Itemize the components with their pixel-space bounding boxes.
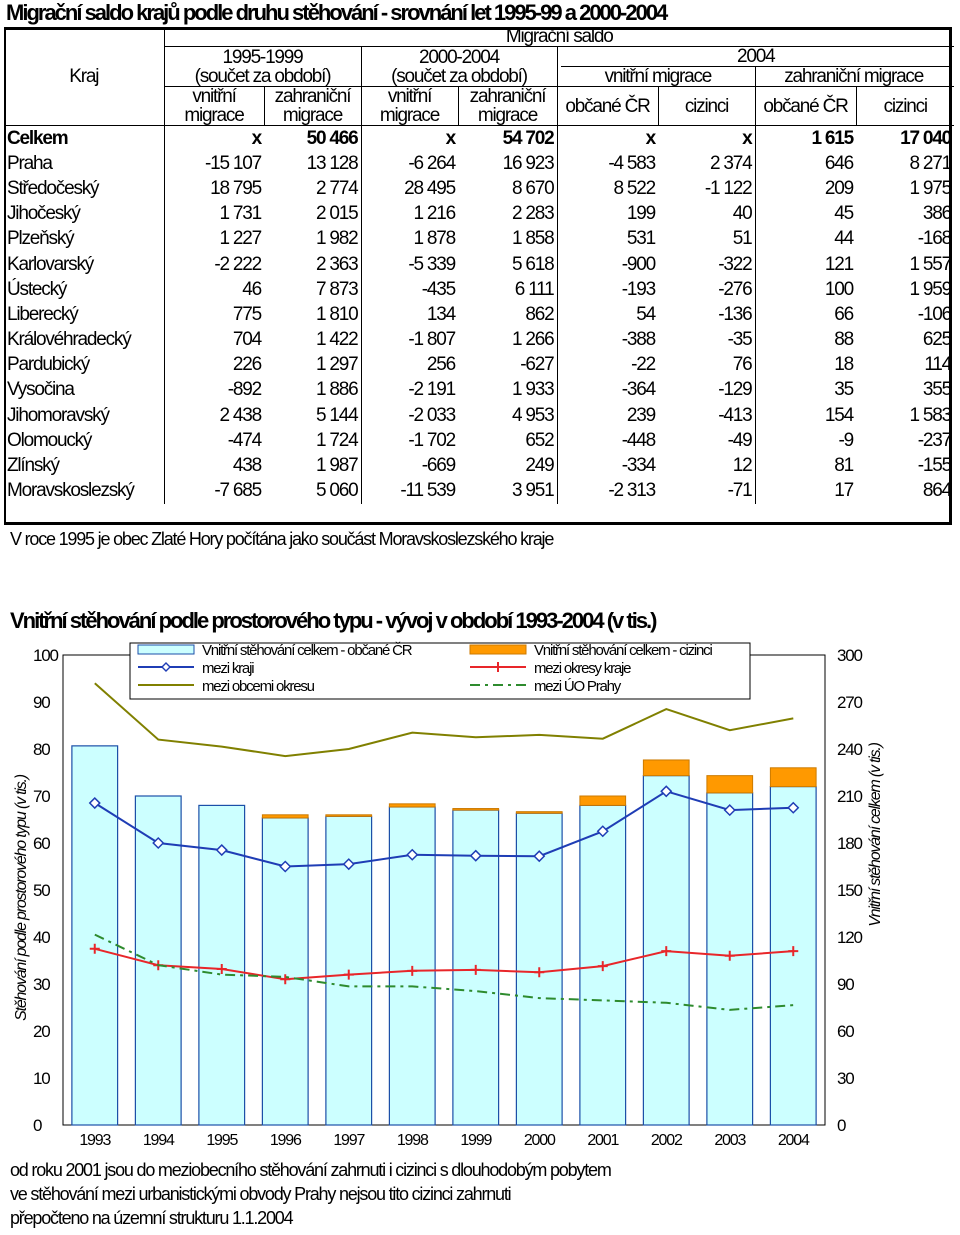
row-value: 1 982 bbox=[264, 227, 361, 252]
row-value: -364 bbox=[621, 379, 655, 401]
row-value: x bbox=[251, 127, 261, 149]
row-value: -237 bbox=[917, 429, 952, 451]
y2-tick-label: 150 bbox=[837, 881, 862, 900]
row-value: 1 266 bbox=[458, 328, 557, 353]
row-value: 5 060 bbox=[264, 479, 361, 504]
row-value: -2 191 bbox=[408, 379, 455, 401]
row-value: 775 bbox=[232, 303, 261, 325]
bar-foreigners bbox=[707, 776, 753, 793]
row-value: 1 583 bbox=[909, 404, 952, 426]
y-tick-label: 40 bbox=[33, 928, 50, 947]
y-tick-label: 90 bbox=[33, 693, 50, 712]
row-value: 134 bbox=[426, 303, 455, 325]
row-value: 625 bbox=[922, 329, 952, 351]
header-ciz-2: cizinci bbox=[856, 87, 954, 126]
row-value: 199 bbox=[626, 203, 655, 225]
row-value: x bbox=[658, 126, 755, 152]
header-migration-saldo: Migrační saldo bbox=[164, 27, 954, 47]
bar-foreigners bbox=[262, 815, 308, 818]
bar-foreigners bbox=[580, 796, 626, 805]
legend-label: mezi obcemi okresu bbox=[202, 678, 314, 695]
row-value: 121 bbox=[824, 253, 853, 275]
bar-foreigners bbox=[326, 815, 372, 817]
y-tick-label: 60 bbox=[33, 834, 50, 853]
row-value: 54 702 bbox=[458, 126, 557, 152]
header-year-2004: 2004 vnitřní migrace zahraniční migrace bbox=[557, 47, 954, 87]
bar-foreigners bbox=[516, 812, 562, 814]
legend-label: mezi kraji bbox=[202, 660, 254, 677]
row-label: Olomoucký bbox=[4, 428, 164, 453]
row-label: Plzeňský bbox=[4, 227, 164, 252]
migration-table bbox=[4, 27, 954, 504]
row-value: 1 858 bbox=[458, 227, 557, 252]
row-label: Celkem bbox=[4, 126, 164, 152]
legend-label: mezi ÚO Prahy bbox=[534, 678, 621, 695]
row-value: 17 bbox=[834, 480, 853, 502]
row-value: -6 264 bbox=[408, 152, 455, 174]
x-tick-label: 2002 bbox=[650, 1132, 682, 1149]
row-value: -2 222 bbox=[214, 253, 261, 275]
y2-tick-label: 60 bbox=[837, 1022, 854, 1041]
header-2004-internal: vnitřní migrace bbox=[561, 67, 757, 86]
row-value: -71 bbox=[658, 479, 755, 504]
row-value: -322 bbox=[658, 252, 755, 277]
y-tick-label: 100 bbox=[33, 646, 58, 665]
row-label: Jihočeský bbox=[4, 202, 164, 227]
y2-tick-label: 0 bbox=[837, 1116, 846, 1135]
row-label: Královéhradecký bbox=[4, 328, 164, 353]
table-row bbox=[4, 428, 954, 453]
row-value: 2 774 bbox=[264, 176, 361, 201]
row-value: 12 bbox=[658, 453, 755, 478]
row-value: -448 bbox=[621, 429, 655, 451]
row-value: -49 bbox=[658, 428, 755, 453]
y-tick-label: 70 bbox=[33, 787, 50, 806]
row-value: -334 bbox=[621, 455, 655, 477]
x-tick-label: 1999 bbox=[460, 1132, 492, 1149]
table-row-total bbox=[4, 126, 954, 152]
row-value: 5 144 bbox=[264, 403, 361, 428]
row-value: 1 959 bbox=[909, 278, 952, 300]
row-value: 66 bbox=[834, 303, 853, 325]
table-row bbox=[4, 252, 954, 277]
row-value: 1 810 bbox=[264, 302, 361, 327]
row-value: -413 bbox=[658, 403, 755, 428]
footnote-1: od roku 2001 jsou do meziobecního stěhování zahrnuti i cizinci s dlouhodobým pobytem bbox=[10, 1160, 611, 1180]
legend-label: Vnitřní stěhování celkem - občané ČR bbox=[202, 642, 412, 659]
row-value: -11 539 bbox=[400, 480, 455, 502]
row-label: Jihomoravský bbox=[4, 403, 164, 428]
row-value: -2 033 bbox=[408, 404, 455, 426]
chart-title: Vnitřní stěhování podle prostorového typu - vývoj v období 1993-2004 (v tis.) bbox=[10, 608, 656, 633]
row-value: -276 bbox=[658, 277, 755, 302]
header-2004-foreign: zahraniční migrace bbox=[784, 66, 924, 87]
row-value: 1 987 bbox=[264, 453, 361, 478]
row-value: 3 951 bbox=[458, 479, 557, 504]
row-value: -106 bbox=[917, 303, 952, 325]
row-value: 1 216 bbox=[413, 203, 455, 225]
y-tick-label: 50 bbox=[33, 881, 50, 900]
row-value: -669 bbox=[421, 455, 455, 477]
y2-tick-label: 90 bbox=[837, 975, 854, 994]
row-label: Středočeský bbox=[4, 176, 164, 201]
row-value: 51 bbox=[658, 227, 755, 252]
x-tick-label: 1994 bbox=[142, 1132, 174, 1149]
row-value: -35 bbox=[658, 328, 755, 353]
header-period-2000-2004: 2000-2004 (součet za období) bbox=[361, 47, 557, 87]
table-row bbox=[4, 176, 954, 201]
row-value: 2 374 bbox=[658, 151, 755, 176]
y-tick-label: 20 bbox=[33, 1022, 50, 1041]
row-value: 7 873 bbox=[264, 277, 361, 302]
row-value: 704 bbox=[232, 329, 261, 351]
bar-foreigners bbox=[770, 768, 816, 787]
row-value: 28 495 bbox=[404, 177, 455, 199]
row-value: 1 724 bbox=[264, 428, 361, 453]
row-value: 17 040 bbox=[900, 127, 952, 149]
row-value: -4 583 bbox=[608, 152, 655, 174]
row-label: Zlínský bbox=[4, 453, 164, 478]
table-row bbox=[4, 302, 954, 327]
row-value: -5 339 bbox=[408, 253, 455, 275]
row-value: 2 283 bbox=[458, 202, 557, 227]
y2-tick-label: 240 bbox=[837, 740, 862, 759]
row-value: -2 313 bbox=[608, 480, 655, 502]
row-value: -193 bbox=[621, 278, 655, 300]
row-value: 8 271 bbox=[909, 152, 952, 174]
header-zm-2: zahraniční migrace bbox=[458, 87, 557, 126]
bar-foreigners bbox=[643, 760, 689, 776]
x-tick-label: 1996 bbox=[269, 1132, 301, 1149]
x-tick-label: 2004 bbox=[777, 1132, 809, 1149]
table-row bbox=[4, 277, 954, 302]
row-value: 209 bbox=[824, 177, 853, 199]
row-value: -136 bbox=[658, 302, 755, 327]
row-value: 1 297 bbox=[264, 353, 361, 378]
row-value: -22 bbox=[631, 354, 655, 376]
header-vm-2: vnitřní migrace bbox=[361, 87, 458, 126]
row-value: 531 bbox=[626, 228, 655, 250]
row-value: -168 bbox=[917, 228, 952, 250]
row-value: 100 bbox=[824, 278, 853, 300]
row-value: 1 422 bbox=[264, 328, 361, 353]
row-value: 46 bbox=[242, 278, 261, 300]
row-value: 16 923 bbox=[458, 151, 557, 176]
row-value: 646 bbox=[824, 152, 853, 174]
row-value: -1 702 bbox=[408, 429, 455, 451]
row-label: Karlovarský bbox=[4, 252, 164, 277]
row-value: 44 bbox=[834, 228, 853, 250]
table-row bbox=[4, 479, 954, 504]
row-value: 2 438 bbox=[219, 404, 261, 426]
row-value: 8 522 bbox=[613, 177, 655, 199]
row-value: 13 128 bbox=[264, 151, 361, 176]
row-value: 249 bbox=[458, 453, 557, 478]
row-value: 1 975 bbox=[909, 177, 952, 199]
header-period-1995-1999: 1995-1999 (součet za období) bbox=[164, 47, 361, 87]
row-label: Vysočina bbox=[4, 378, 164, 403]
y2-tick-label: 180 bbox=[837, 834, 862, 853]
legend-label: Vnitřní stěhování celkem - cizinci bbox=[534, 642, 712, 659]
y2-tick-label: 30 bbox=[837, 1069, 854, 1088]
x-tick-label: 2003 bbox=[714, 1132, 746, 1149]
row-value: 154 bbox=[824, 404, 853, 426]
x-tick-label: 2000 bbox=[523, 1132, 555, 1149]
row-value: -15 107 bbox=[204, 152, 261, 174]
row-value: 4 953 bbox=[458, 403, 557, 428]
header-obc-2: občané ČR bbox=[755, 87, 856, 126]
table-row bbox=[4, 453, 954, 478]
row-value: -1 807 bbox=[408, 329, 455, 351]
row-value: 355 bbox=[922, 379, 952, 401]
row-value: 54 bbox=[636, 303, 655, 325]
y-tick-label: 10 bbox=[33, 1069, 50, 1088]
bar-foreigners bbox=[389, 804, 435, 807]
x-tick-label: 1995 bbox=[206, 1132, 238, 1149]
row-value: 256 bbox=[426, 354, 455, 376]
row-value: 1 933 bbox=[458, 378, 557, 403]
migration-chart bbox=[0, 635, 960, 1160]
row-value: 45 bbox=[834, 203, 853, 225]
row-label: Ústecký bbox=[4, 277, 164, 302]
row-value: 1 886 bbox=[264, 378, 361, 403]
row-value: 76 bbox=[658, 353, 755, 378]
y2-axis-title: Vnitřní stěhování celkem (v tis.) bbox=[867, 743, 884, 927]
row-value: 1 557 bbox=[909, 253, 952, 275]
row-value: 1 615 bbox=[811, 127, 853, 149]
row-value: x bbox=[645, 127, 655, 149]
table-row bbox=[4, 328, 954, 353]
row-value: 5 618 bbox=[458, 252, 557, 277]
x-tick-label: 2001 bbox=[587, 1132, 619, 1149]
table-row bbox=[4, 227, 954, 252]
row-value: -435 bbox=[421, 278, 455, 300]
row-value: 114 bbox=[924, 354, 952, 376]
row-value: 18 bbox=[834, 354, 853, 376]
table-row bbox=[4, 151, 954, 176]
row-value: -388 bbox=[621, 329, 655, 351]
row-value: -900 bbox=[621, 253, 655, 275]
row-value: 88 bbox=[834, 329, 853, 351]
row-value: 1 878 bbox=[413, 228, 455, 250]
y2-tick-label: 300 bbox=[837, 646, 862, 665]
table-row bbox=[4, 403, 954, 428]
row-label: Liberecký bbox=[4, 302, 164, 327]
legend-swatch bbox=[470, 645, 526, 654]
x-tick-label: 1998 bbox=[396, 1132, 428, 1149]
row-value: -892 bbox=[227, 379, 261, 401]
header-vm-1: vnitřní migrace bbox=[164, 87, 264, 126]
row-value: 864 bbox=[922, 480, 952, 502]
row-value: 2 015 bbox=[264, 202, 361, 227]
row-value: -9 bbox=[838, 429, 853, 451]
table-row bbox=[4, 202, 954, 227]
row-value: 1 731 bbox=[219, 203, 261, 225]
footnote-3: přepočteno na územní strukturu 1.1.2004 bbox=[10, 1208, 293, 1228]
row-value: 862 bbox=[458, 302, 557, 327]
header-obc-1: občané ČR bbox=[557, 87, 658, 126]
row-value: 239 bbox=[626, 404, 655, 426]
row-value: -474 bbox=[227, 429, 261, 451]
row-label: Pardubický bbox=[4, 353, 164, 378]
row-value: 386 bbox=[922, 203, 952, 225]
footnote-2: ve stěhování mezi urbanistickými obvody Prahy nejsou tito cizinci zahrnuti bbox=[10, 1184, 511, 1204]
row-label: Praha bbox=[4, 151, 164, 176]
y-tick-label: 30 bbox=[33, 975, 50, 994]
row-value: 652 bbox=[458, 428, 557, 453]
row-value: -1 122 bbox=[658, 176, 755, 201]
row-value: -155 bbox=[917, 455, 952, 477]
x-tick-label: 1997 bbox=[333, 1132, 365, 1149]
y-tick-label: 80 bbox=[33, 740, 50, 759]
header-zm-1: zahraniční migrace bbox=[264, 87, 361, 126]
y2-tick-label: 120 bbox=[837, 928, 862, 947]
row-value: -627 bbox=[458, 353, 557, 378]
bar-foreigners bbox=[453, 809, 499, 811]
row-value: 2 363 bbox=[264, 252, 361, 277]
y-axis-title: Stěhování podle prostorového typu (v tis.) bbox=[13, 775, 30, 1021]
row-value: x bbox=[445, 127, 455, 149]
row-value: 1 227 bbox=[219, 228, 261, 250]
row-label: Moravskoslezský bbox=[4, 479, 164, 504]
x-tick-label: 1993 bbox=[79, 1132, 111, 1149]
row-value: -129 bbox=[658, 378, 755, 403]
row-value: 50 466 bbox=[264, 126, 361, 152]
legend-label: mezi okresy kraje bbox=[534, 660, 631, 677]
row-value: 438 bbox=[232, 455, 261, 477]
table-row bbox=[4, 353, 954, 378]
row-value: 6 111 bbox=[458, 277, 557, 302]
y2-tick-label: 210 bbox=[837, 787, 862, 806]
table-note: V roce 1995 je obec Zlaté Hory počítána jako součást Moravskoslezského kraje bbox=[10, 529, 554, 549]
table-row bbox=[4, 378, 954, 403]
legend-swatch bbox=[138, 645, 194, 654]
row-value: 226 bbox=[232, 354, 261, 376]
y2-tick-label: 270 bbox=[837, 693, 862, 712]
row-value: 40 bbox=[658, 202, 755, 227]
row-value: 81 bbox=[834, 455, 853, 477]
row-value: 8 670 bbox=[458, 176, 557, 201]
header-kraj: Kraj bbox=[4, 27, 164, 126]
header-ciz-1: cizinci bbox=[658, 87, 755, 126]
row-value: 18 795 bbox=[210, 177, 261, 199]
y-tick-label: 0 bbox=[33, 1116, 42, 1135]
row-value: -7 685 bbox=[214, 480, 261, 502]
row-value: 35 bbox=[834, 379, 853, 401]
table-title: Migrační saldo krajů podle druhu stěhování - srovnání let 1995-99 a 2000-2004 bbox=[6, 0, 667, 25]
